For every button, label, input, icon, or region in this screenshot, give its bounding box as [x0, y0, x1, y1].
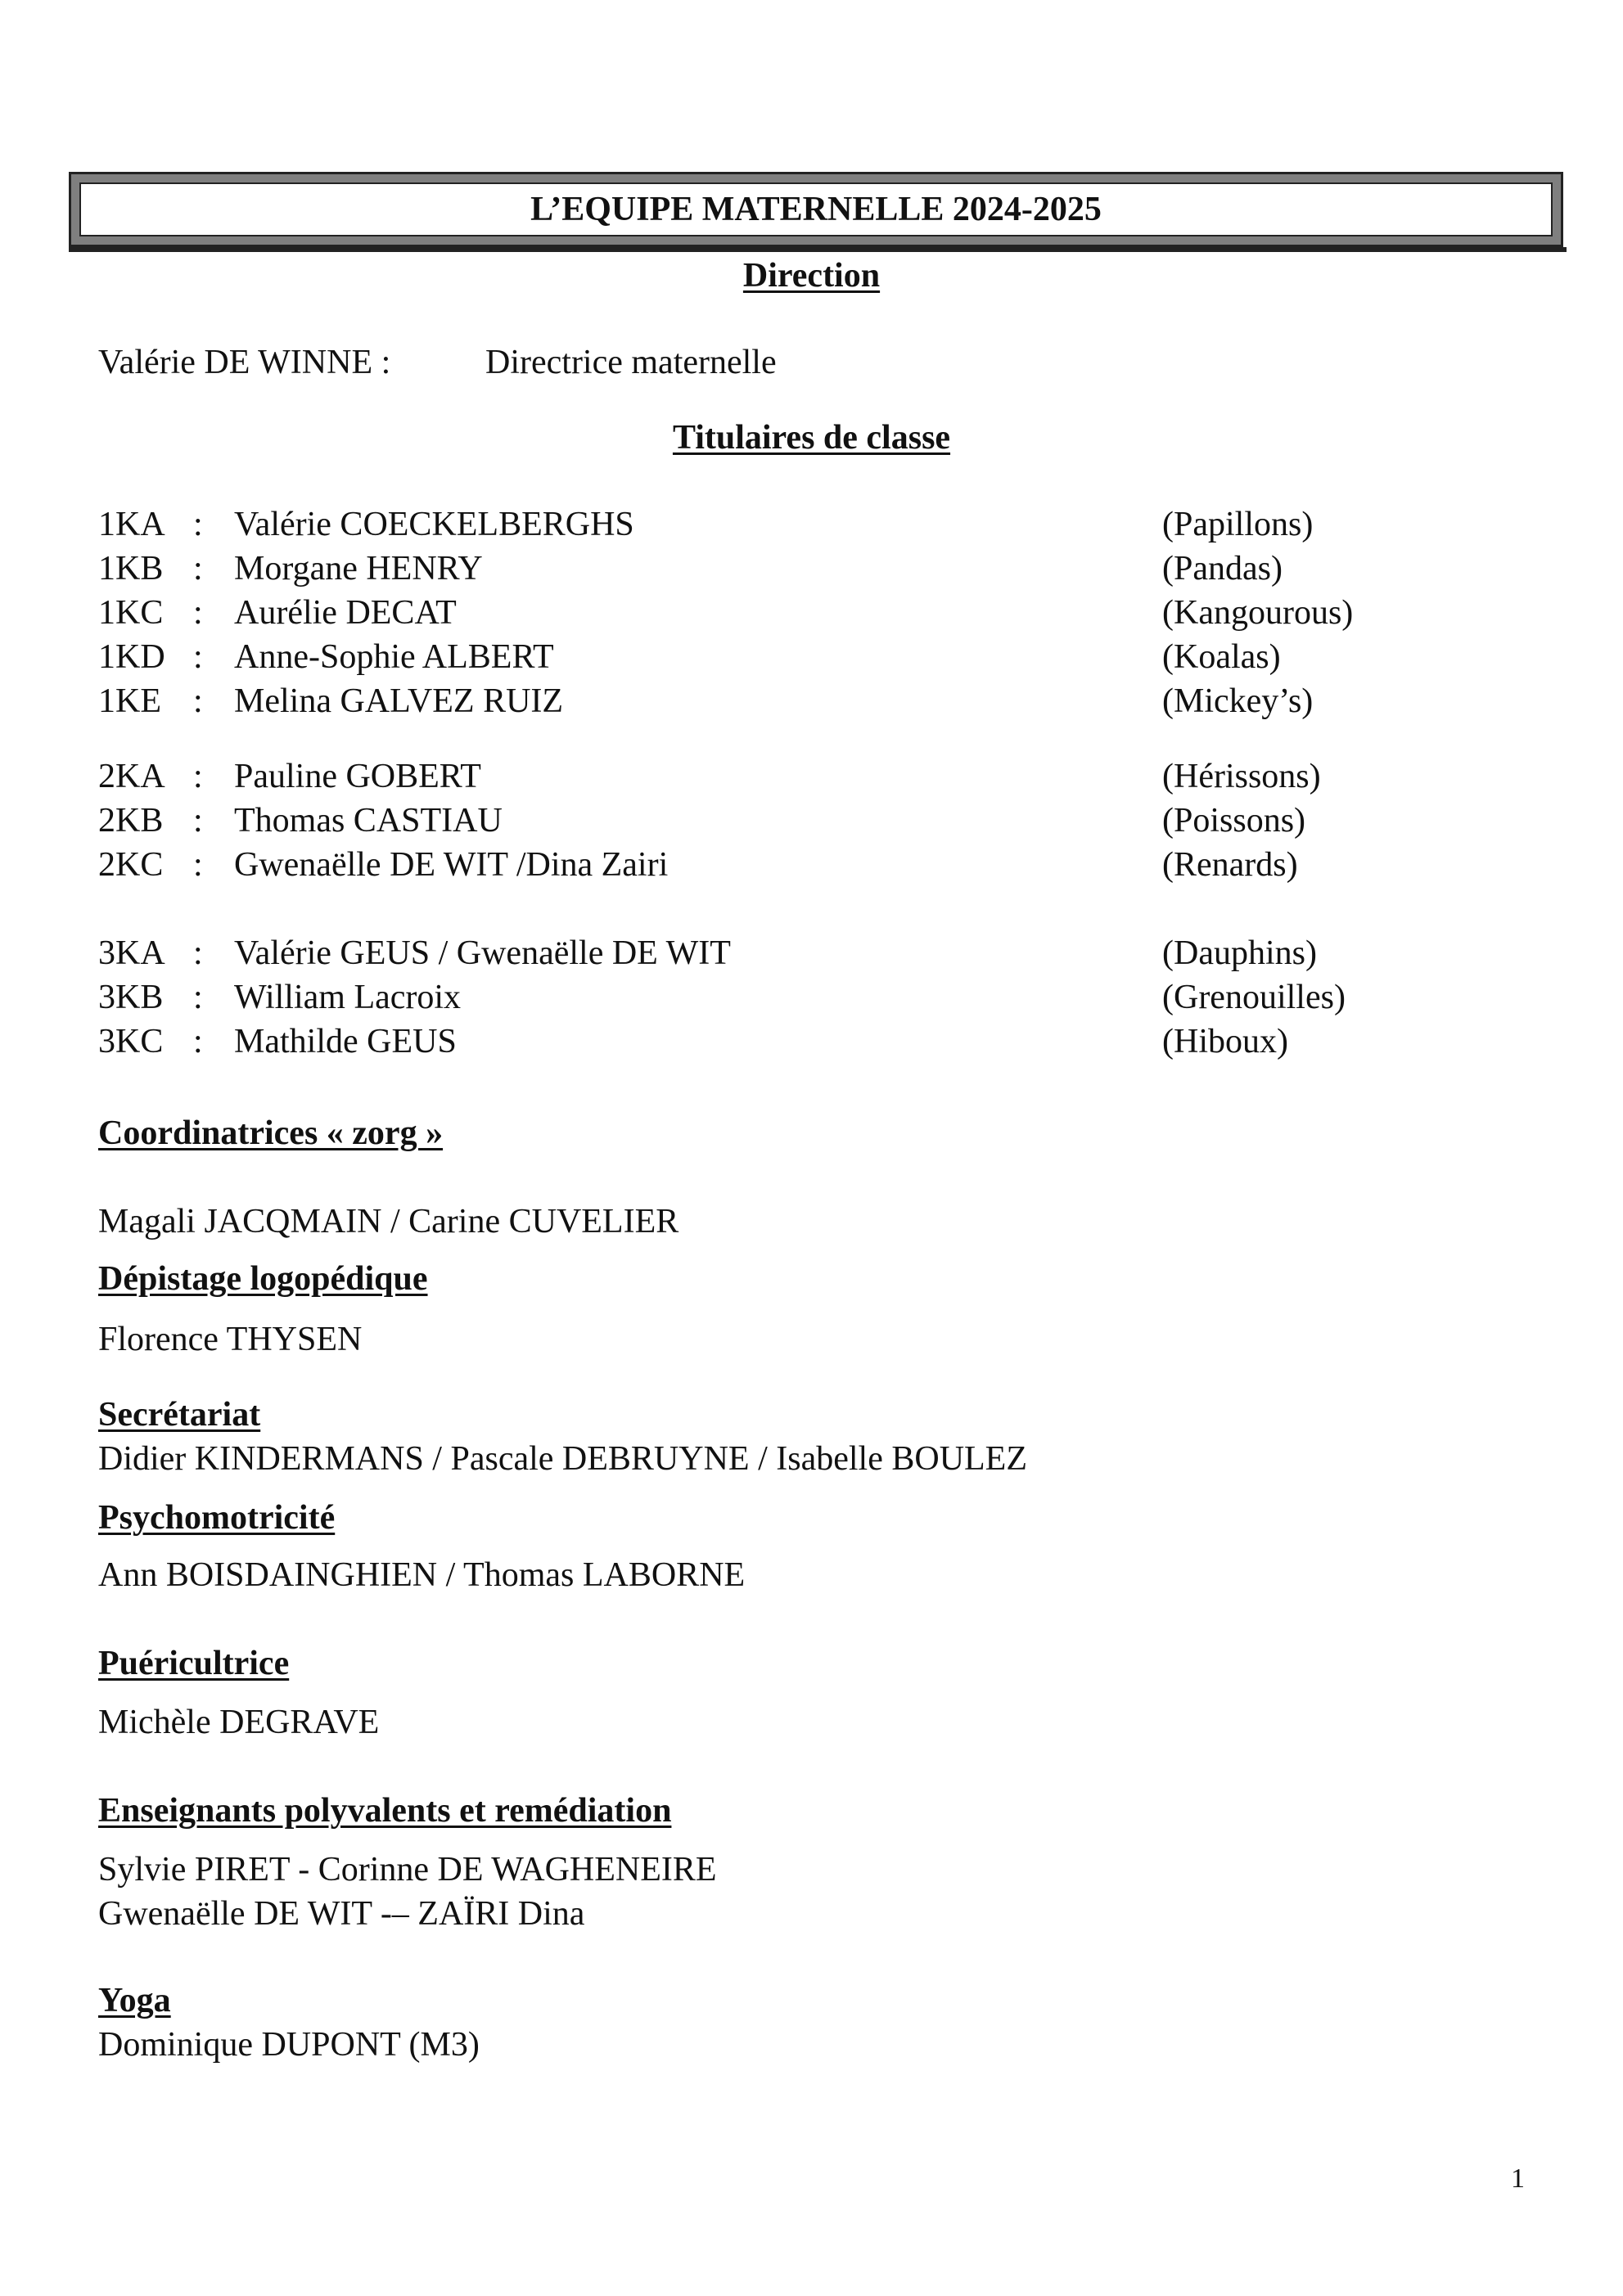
title-box-inner — [79, 182, 1553, 236]
section-line-coordinatrices: Magali JACQMAIN / Carine CUVELIER — [98, 1203, 679, 1240]
class-code: 1KB — [98, 550, 164, 588]
class-group-name: (Poissons) — [1162, 802, 1306, 840]
class-group-name: (Dauphins) — [1162, 934, 1317, 972]
section-heading-secretariat: Secrétariat — [98, 1396, 261, 1434]
class-teacher-name: Valérie GEUS / Gwenaëlle DE WIT — [234, 934, 731, 972]
class-code: 1KA — [98, 506, 165, 543]
class-code: 1KD — [98, 638, 165, 676]
class-teacher-name: Mathilde GEUS — [234, 1023, 457, 1060]
class-separator: : — [193, 506, 203, 543]
class-group-name: (Hiboux) — [1162, 1023, 1288, 1060]
class-teacher-name: Anne-Sophie ALBERT — [234, 638, 554, 676]
class-code: 2KC — [98, 846, 164, 884]
class-code: 2KA — [98, 758, 165, 795]
class-code: 1KE — [98, 682, 161, 720]
class-separator: : — [193, 934, 203, 972]
section-line-puericultrice: Michèle DEGRAVE — [98, 1704, 380, 1741]
class-teacher-name: William Lacroix — [234, 979, 462, 1016]
class-separator: : — [193, 638, 203, 676]
class-code: 2KB — [98, 802, 164, 840]
class-group-name: (Pandas) — [1162, 550, 1283, 588]
class-separator: : — [193, 846, 203, 884]
class-separator: : — [193, 594, 203, 632]
class-separator: : — [193, 1023, 203, 1060]
titulaires-heading: Titulaires de classe — [672, 419, 951, 457]
page-number: 1 — [1511, 2163, 1525, 2194]
class-teacher-name: Aurélie DECAT — [234, 594, 457, 632]
section-heading-depistage: Dépistage logopédique — [98, 1260, 428, 1298]
section-line-secretariat: Didier KINDERMANS / Pascale DEBRUYNE / Isabelle BOULEZ — [98, 1440, 1027, 1478]
class-separator: : — [193, 550, 203, 588]
class-code: 1KC — [98, 594, 164, 632]
section-heading-enseignants: Enseignants polyvalents et remédiation — [98, 1792, 672, 1830]
section-heading-yoga: Yoga — [98, 1982, 171, 2019]
class-code: 3KA — [98, 934, 165, 972]
class-teacher-name: Gwenaëlle DE WIT /Dina Zairi — [234, 846, 669, 884]
section-line-enseignants-1: Sylvie PIRET - Corinne DE WAGHENEIRE — [98, 1851, 717, 1889]
direction-heading: Direction — [742, 257, 881, 295]
section-heading-psychomotricite: Psychomotricité — [98, 1499, 336, 1537]
class-group-name: (Mickey’s) — [1162, 682, 1314, 720]
class-code: 3KB — [98, 979, 164, 1016]
class-group-name: (Kangourous) — [1162, 594, 1354, 632]
class-separator: : — [193, 979, 203, 1016]
director-name: Valérie DE WINNE : — [98, 344, 391, 381]
class-group-name: (Papillons) — [1162, 506, 1314, 543]
class-group-name: (Hérissons) — [1162, 758, 1321, 795]
class-separator: : — [193, 758, 203, 795]
class-separator: : — [193, 682, 203, 720]
class-group-name: (Grenouilles) — [1162, 979, 1346, 1016]
title-box — [69, 172, 1563, 247]
section-line-enseignants-2: Gwenaëlle DE WIT -– ZAÏRI Dina — [98, 1895, 585, 1933]
class-group-name: (Renards) — [1162, 846, 1298, 884]
page-title: L’EQUIPE MATERNELLE 2024-2025 — [530, 191, 1102, 228]
section-line-yoga: Dominique DUPONT (M3) — [98, 2026, 480, 2064]
section-heading-coordinatrices: Coordinatrices « zorg » — [98, 1114, 444, 1152]
title-box-shadow — [69, 247, 1567, 252]
class-separator: : — [193, 802, 203, 840]
director-role: Directrice maternelle — [485, 344, 777, 381]
class-teacher-name: Valérie COECKELBERGHS — [234, 506, 634, 543]
class-teacher-name: Morgane HENRY — [234, 550, 483, 588]
class-teacher-name: Pauline GOBERT — [234, 758, 481, 795]
section-line-psychomotricite: Ann BOISDAINGHIEN / Thomas LABORNE — [98, 1556, 746, 1594]
section-line-depistage: Florence THYSEN — [98, 1321, 363, 1358]
class-group-name: (Koalas) — [1162, 638, 1281, 676]
class-teacher-name: Thomas CASTIAU — [234, 802, 503, 840]
class-code: 3KC — [98, 1023, 164, 1060]
section-heading-puericultrice: Puéricultrice — [98, 1645, 290, 1682]
class-teacher-name: Melina GALVEZ RUIZ — [234, 682, 564, 720]
